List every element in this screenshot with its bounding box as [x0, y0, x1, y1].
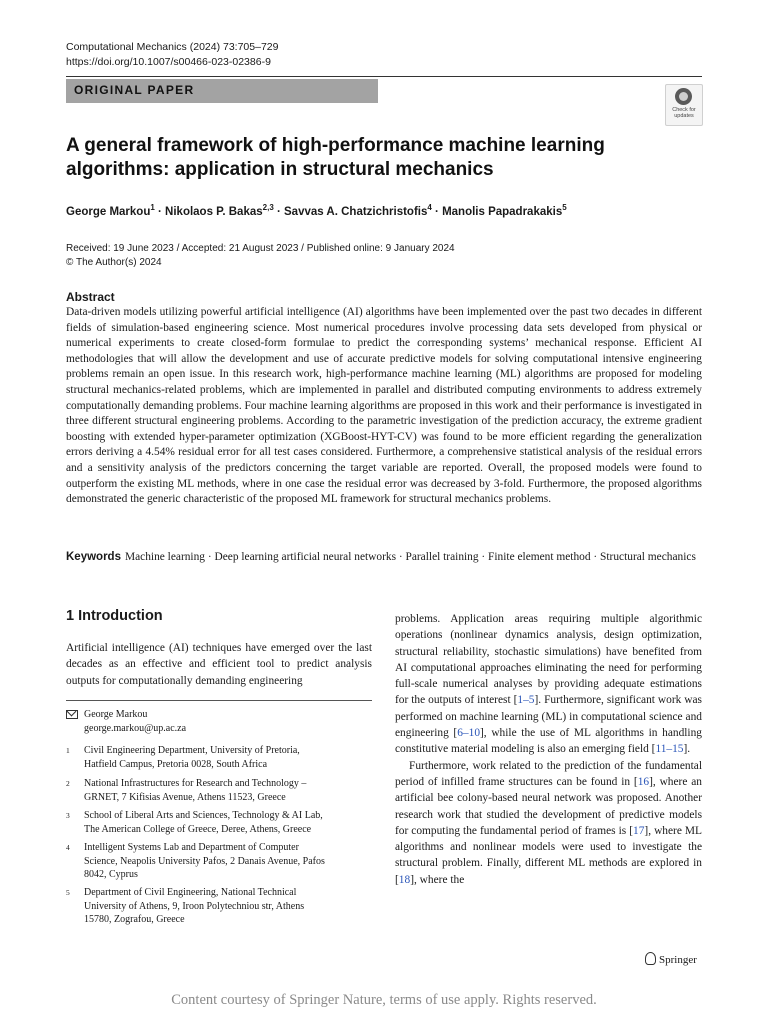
- springer-horse-icon: [645, 952, 656, 965]
- publication-dates: [66, 242, 455, 270]
- author-name: Nikolaos P. Bakas: [165, 205, 263, 218]
- abstract-text: Data-driven models utilizing powerful artificial intelligence (AI) algorithms have been implemented over the past two decades in different fields of simulation-based engineering science. Most numerical procedures involve processing data sets developed from physical or numerical experiments to create closed-form formulae to predict the corresponding systems’ mechanical response. Efficient AI methodologies that will allow the development and use of accurate predictive models for solving computational intensive engineering problems remain an open issue. In this research work, high-performance machine learning (ML) algorithms are proposed for modeling structural mechanics-related problems, which are implemented in parallel and distributed computing environments to address extremely computationally demanding problems. Four machine learning algorithms are proposed in this work and their performance is investigated in three different structural engineering problems. According to the parametric investigation of the prediction accuracy, the extreme gradient boosting with extended hyper-parameter optimization (XGBoost-HYT-CV) was found to be more efficient regarding the generalization errors deriving a 4.54% residual error for all test cases considered. Furthermore, a comprehensive statistical analysis of the residual errors and a sensitivity analysis of the predictors concerning the target variable are reported. Overall, the proposed models were found to outperform the existing ML methods, where in one case the residual error was decreased by 3-fold. Furthermore, the proposed algorithms demonstrated the generic characteristic of the proposed ML framework for structural mechanics problems.: [66, 306, 702, 506]
- citation-link[interactable]: 1–5: [517, 694, 535, 707]
- intro-column-1: Artificial intelligence (AI) techniques have emerged over the last decades as an effective and efficient tool to predict analysis outputs for computationally demanding engineering: [66, 642, 372, 687]
- citation-link[interactable]: 17: [633, 824, 645, 837]
- copyright-line: © The Author(s) 2024: [66, 257, 162, 268]
- check-updates-label: Check for updates: [672, 107, 696, 119]
- journal-citation: Computational Mechanics (2024) 73:705–729: [66, 41, 279, 53]
- citation-link[interactable]: 6–10: [457, 727, 481, 740]
- check-for-updates-badge[interactable]: [665, 84, 703, 126]
- keywords-heading: Keywords: [66, 551, 121, 563]
- author-name: George Markou: [66, 205, 151, 218]
- paper-title: A general framework of high-performance machine learning algorithms: application in structural mechanics: [66, 135, 605, 180]
- intro-paragraph-2: Furthermore, work related to the prediction of the fundamental period of infilled frame structures can be found in [16], where an artificial bee colony-based neural network was proposed. Another research work that studied the development of predictive models for computing the fundamental period of frames is [17], where ML algorithms and nonlinear models were used to investigate the structural problem. Finally, different ML methods are explored in [18], where the: [395, 759, 703, 886]
- intro-column-2: [395, 611, 702, 888]
- citation-link[interactable]: 16: [637, 775, 650, 788]
- courtesy-notice: Content courtesy of Springer Nature, terms of use apply. Rights reserved.: [171, 992, 597, 1008]
- journal-header: [66, 40, 278, 70]
- check-updates-icon: [675, 88, 692, 105]
- footnote-rule: [66, 700, 372, 701]
- intro-paragraph-1: problems. Application areas requiring multiple algorithmic operations (nonlinear dynamics analysis, design optimization, structural reliability, stochastic simulations) have benefited from AI computational approaches eliminating the need for performing full-scale numerical analyses by providing adequate estimations for the outputs of interest [1–5]. Furthermore, significant work was performed on machine learning (ML) in computational science and engineering [6–10], while the use of ML algorithms in handling constitutive material modeling is also an emerging field [11–15].: [395, 613, 702, 756]
- author-name: Savvas A. Chatzichristofis: [284, 205, 428, 218]
- abstract-heading: Abstract: [66, 290, 115, 304]
- keywords-list: Machine learning · Deep learning artificial neural networks · Parallel training · Finite element method · Structural mechanics: [124, 551, 696, 563]
- envelope-icon: [66, 710, 78, 719]
- author-name: Manolis Papadrakakis: [442, 205, 563, 218]
- citation-link[interactable]: 18: [398, 873, 411, 886]
- article-type-label: ORIGINAL PAPER: [74, 83, 195, 97]
- correspondence-email[interactable]: george.markou@up.ac.za: [84, 722, 187, 734]
- publisher-name: Springer: [659, 954, 697, 966]
- keywords: [66, 549, 702, 565]
- section-heading-introduction: 1 Introduction: [66, 608, 163, 624]
- article-type-bar: [66, 79, 378, 103]
- header-rule: [66, 76, 702, 77]
- doi-link[interactable]: https://doi.org/10.1007/s00466-023-02386-9: [66, 56, 271, 68]
- correspondence-name: George Markou: [84, 709, 148, 720]
- author-list: George Markou$^1$ · Nikolaos P. Bakas$^{2,3}$ · Savvas A. Chatzichristofis$^4$ · Manolis Papadrakakis$^5$: [66, 203, 567, 218]
- citation-link[interactable]: 11–15: [655, 743, 684, 756]
- publisher-logo: [645, 952, 697, 966]
- dates-line: Received: 19 June 2023 / Accepted: 21 August 2023 / Published online: 9 January 2024: [66, 243, 455, 254]
